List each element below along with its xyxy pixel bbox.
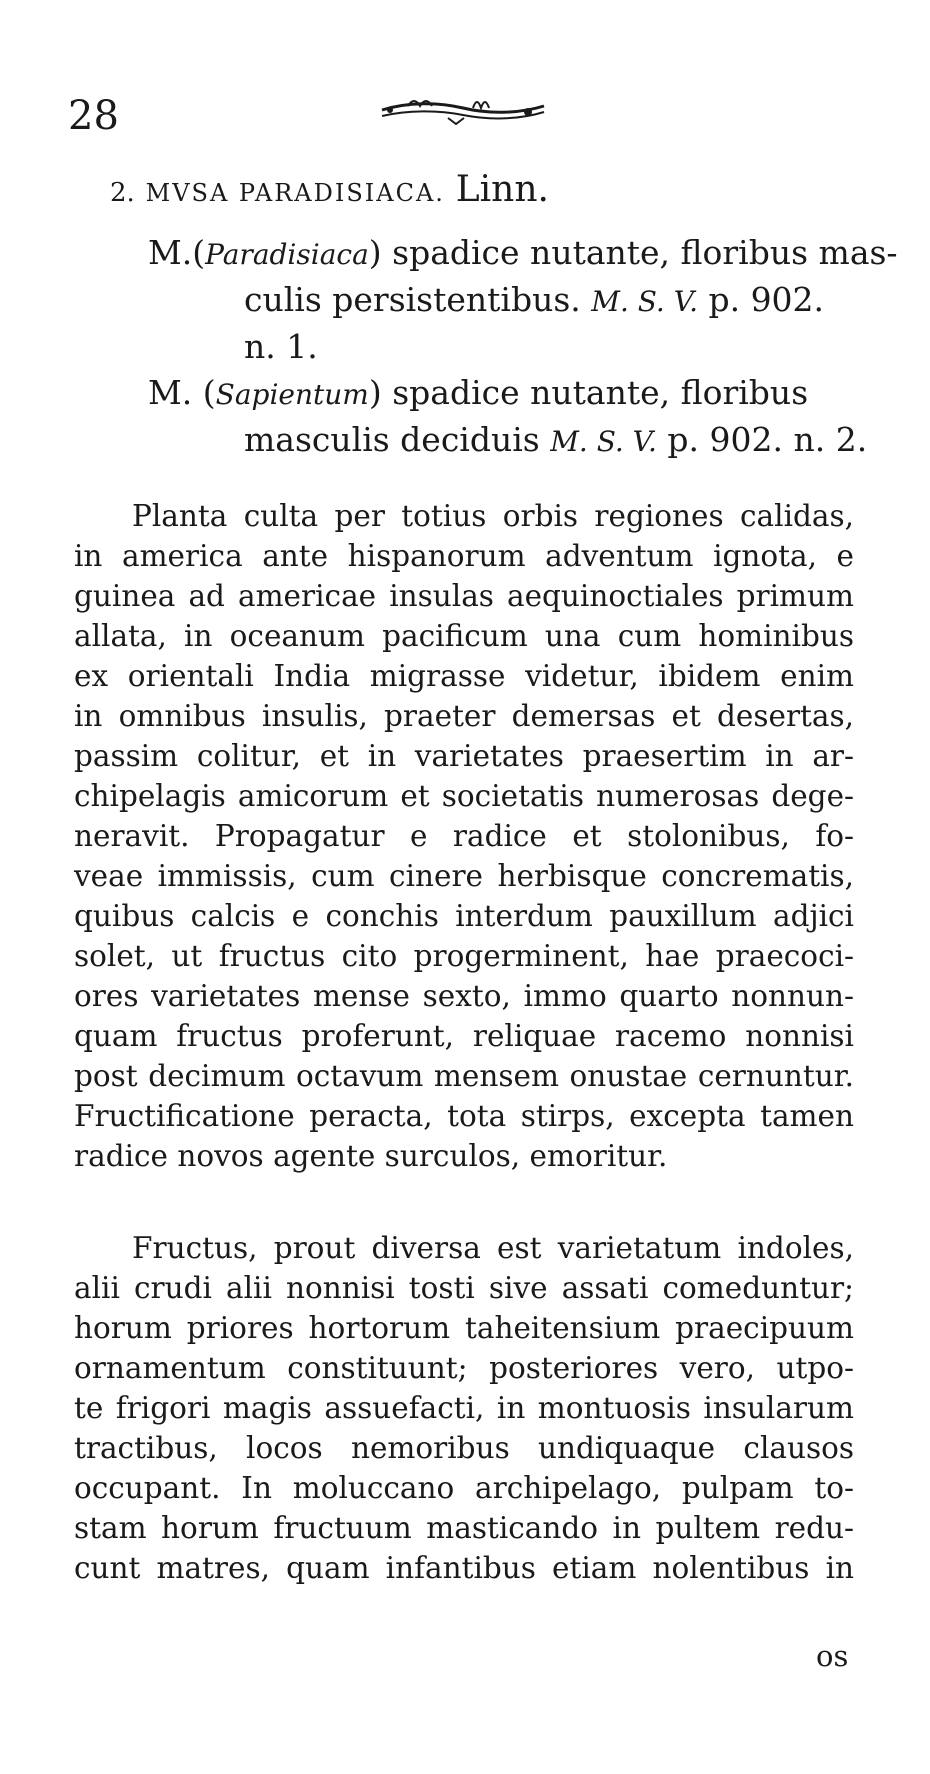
synonym-line: n. 1. — [244, 327, 318, 366]
text-line: post decimum octavum mensem onustae cernuntur. — [74, 1059, 854, 1093]
text-line: quibus calcis e conchis interdum pauxillum adjici — [74, 899, 854, 933]
text-line: te frigori magis assuefacti, in montuosis insularum — [74, 1391, 854, 1425]
paragraph — [74, 496, 854, 1176]
text-line: neravit. Propagatur e radice et stolonibus, fo- — [74, 819, 854, 853]
text-line: chipelagis amicorum et societatis numerosas dege- — [74, 779, 854, 813]
paragraph — [74, 1228, 854, 1588]
text-line: allata, in oceanum pacificum una cum hominibus — [74, 619, 854, 653]
text-line: ores varietates mense sexto, immo quarto nonnun- — [74, 979, 854, 1013]
synonym-line: M.(Paradisiaca) spadice nutante, floribus mas- — [148, 233, 898, 272]
species-name: MVSA PARADISIACA. — [145, 179, 445, 207]
text-line: occupant. In moluccano archipelago, pulpam to- — [74, 1471, 854, 1505]
text-line: in omnibus insulis, praeter demersas et desertas, — [74, 699, 854, 733]
text-line: tractibus, locos nemoribus undiquaque clausos — [74, 1431, 854, 1465]
text-line: passim colitur, et in varietates praesertim in ar- — [74, 739, 854, 773]
text-line: solet, ut fructus cito progerminent, hae praecoci- — [74, 939, 854, 973]
text-line: alii crudi alii nonnisi tosti sive assati comeduntur; — [74, 1271, 854, 1305]
synonym-block — [148, 230, 898, 369]
text-line: ex orientali India migrasse videtur, ibidem enim — [74, 659, 854, 693]
synonym-line: M. (Sapientum) spadice nutante, floribus — [148, 373, 809, 412]
synonym-block — [148, 370, 868, 464]
text-line: veae immissis, cum cinere herbisque concrematis, — [74, 859, 854, 893]
text-line: Fructus, prout diversa est varietatum indoles, — [132, 1231, 854, 1265]
entry-number: 2. — [110, 178, 135, 208]
text-line: Fructificatione peracta, tota stirps, excepta tamen — [74, 1099, 854, 1133]
page-number: 28 — [68, 93, 119, 139]
entry-heading — [110, 169, 549, 210]
printers-ornament-icon — [378, 88, 548, 128]
synonym-line: masculis deciduis M. S. V. p. 902. n. 2. — [244, 420, 868, 459]
catchword: os — [816, 1639, 849, 1673]
species-authority: Linn. — [455, 169, 549, 210]
text-line: guinea ad americae insulas aequinoctiales primum — [74, 579, 854, 613]
text-line: quam fructus proferunt, reliquae racemo nonnisi — [74, 1019, 854, 1053]
text-line: Planta culta per totius orbis regiones calidas, — [132, 499, 854, 533]
text-line: stam horum fructuum masticando in pultem redu- — [74, 1511, 854, 1545]
text-line: radice novos agente surculos, emoritur. — [74, 1139, 668, 1173]
synonym-line: culis persistentibus. M. S. V. p. 902. — [244, 280, 825, 319]
text-line: in america ante hispanorum adventum ignota, e — [74, 539, 854, 573]
text-line: ornamentum constituunt; posteriores vero, utpo- — [74, 1351, 854, 1385]
text-line: horum priores hortorum taheitensium praecipuum — [74, 1311, 854, 1345]
text-line: cunt matres, quam infantibus etiam nolentibus in — [74, 1551, 854, 1585]
